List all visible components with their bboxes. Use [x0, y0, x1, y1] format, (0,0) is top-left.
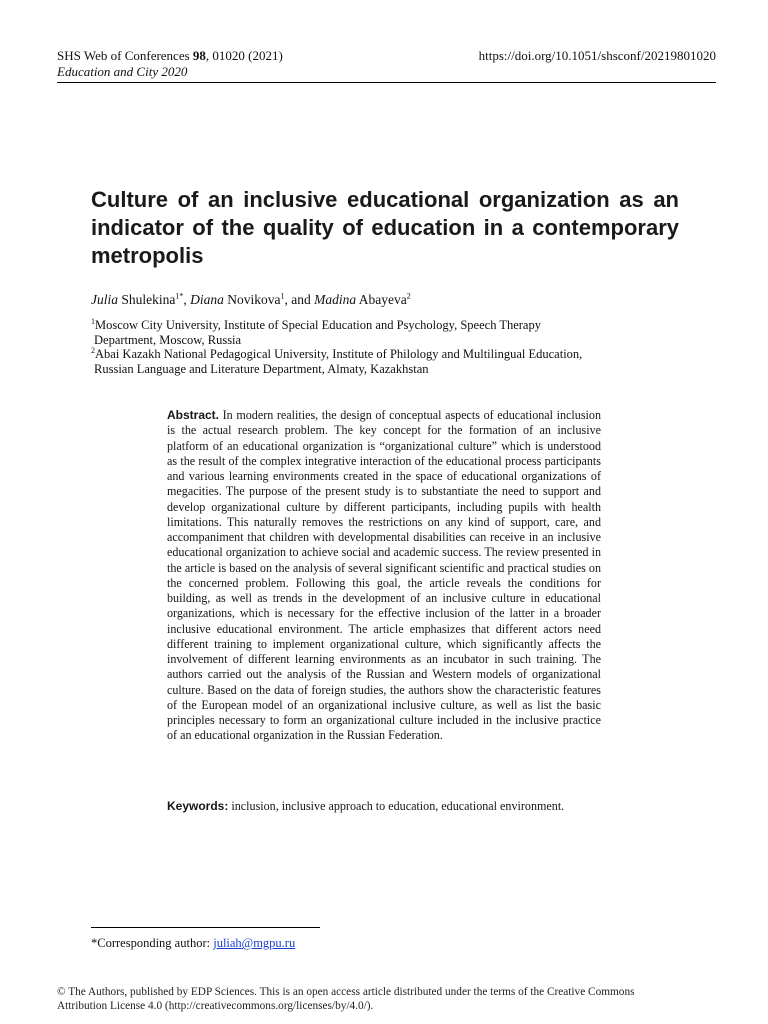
keywords	[167, 799, 601, 814]
author-last-name: Abayeva	[356, 292, 407, 307]
footnote-label: *Corresponding author:	[91, 936, 214, 950]
author-affiliation-mark: 1*	[175, 291, 184, 301]
author-affiliation-mark: 1	[280, 291, 285, 301]
affiliation-text: Abai Kazakh National Pedagogical University, Institute of Philology and Multilingual Education,	[95, 347, 583, 361]
author-list	[91, 292, 411, 308]
corresponding-author-footnote	[91, 936, 295, 951]
affiliation-text: Moscow City University, Institute of Special Education and Psychology, Speech Therapy	[95, 318, 541, 332]
license-line: © The Authors, published by EDP Sciences. This is an open access article distributed under the terms of the Creative Commons	[57, 986, 635, 998]
author-last-name: Novikova	[223, 292, 281, 307]
article-number: , 01020 (2021)	[205, 48, 283, 63]
license-line: Attribution License 4.0 (http://creativecommons.org/licenses/by/4.0/).	[57, 1000, 374, 1012]
affiliation-number: 2	[91, 345, 95, 355]
author-first-name: Madina	[314, 292, 357, 307]
doi-link[interactable]: https://doi.org/10.1051/shsconf/20219801020	[478, 48, 716, 63]
abstract	[167, 408, 601, 744]
journal-issue-line	[57, 48, 283, 64]
volume-number: 98	[192, 48, 206, 63]
conference-name: Education and City 2020	[57, 64, 188, 79]
author-separator: , and	[284, 292, 315, 307]
author-last-name: Shulekina	[118, 292, 176, 307]
affiliation-text-continued: Russian Language and Literature Department, Almaty, Kazakhstan	[94, 362, 429, 376]
abstract-label: Abstract.	[167, 408, 220, 422]
author-email-link[interactable]: juliah@mgpu.ru	[213, 936, 296, 950]
author-first-name: Julia	[91, 292, 118, 307]
header-divider	[57, 82, 716, 83]
keywords-label: Keywords:	[167, 799, 229, 813]
author-first-name: Diana	[190, 292, 224, 307]
affiliation-number: 1	[91, 316, 95, 326]
author-affiliation-mark: 2	[406, 291, 411, 301]
abstract-text: In modern realities, the design of conceptual aspects of educational inclusion is the actual research problem. The key concept for the formation of an inclusive platform of an educational organization is “organizational culture” which is understood as the result of the complex integrative interaction of the educational process participants and various learning environments created in the space of educational organizations of megacities. The purpose of the present study is to substantiate the need to support and develop organizational culture by different participants, including pupils with health limitations. This naturally removes the restrictions on any kind of support, care, and accompaniment that children with developmental disabilities can receive in an inclusive educational organization to achieve social and academic success. The review presented in the article is based on the analysis of several significant scientific and practical studies on the concerned problem. Following this goal, the article reveals the conditions for building, as well as trends in the development of an inclusive culture in educational organizations, which is necessary for the effective inclusion of the latter in a broader inclusive educational environment. The article emphasizes that different actors need different training to implement organizational culture, which significantly affects the involvement of different learning environments as an incubator in such training. The authors carried out the analysis of the Russian and Western models of organizational culture. Based on the data of foreign studies, the authors show the characteristic features of the European model of an organizational inclusive culture, as well as list the basic principles necessary to form an organizational culture included in the inclusive practice of an educational organization in the Russian Federation.	[167, 408, 601, 743]
license-notice	[57, 985, 717, 1013]
affiliation-2	[91, 347, 691, 377]
footnote-divider	[91, 927, 320, 928]
author-separator: ,	[183, 292, 191, 307]
running-header-left	[57, 48, 283, 80]
affiliation-text-continued: Department, Moscow, Russia	[94, 333, 242, 347]
keywords-text: inclusion, inclusive approach to education, educational environment.	[231, 799, 565, 813]
journal-name: SHS Web of Conferences	[57, 48, 190, 63]
affiliation-line	[91, 347, 691, 362]
affiliation-1	[91, 318, 691, 348]
paper-title: Culture of an inclusive educational organization as an indicator of the quality of education in a contemporary metropolis	[91, 187, 679, 268]
affiliation-line	[91, 318, 691, 333]
